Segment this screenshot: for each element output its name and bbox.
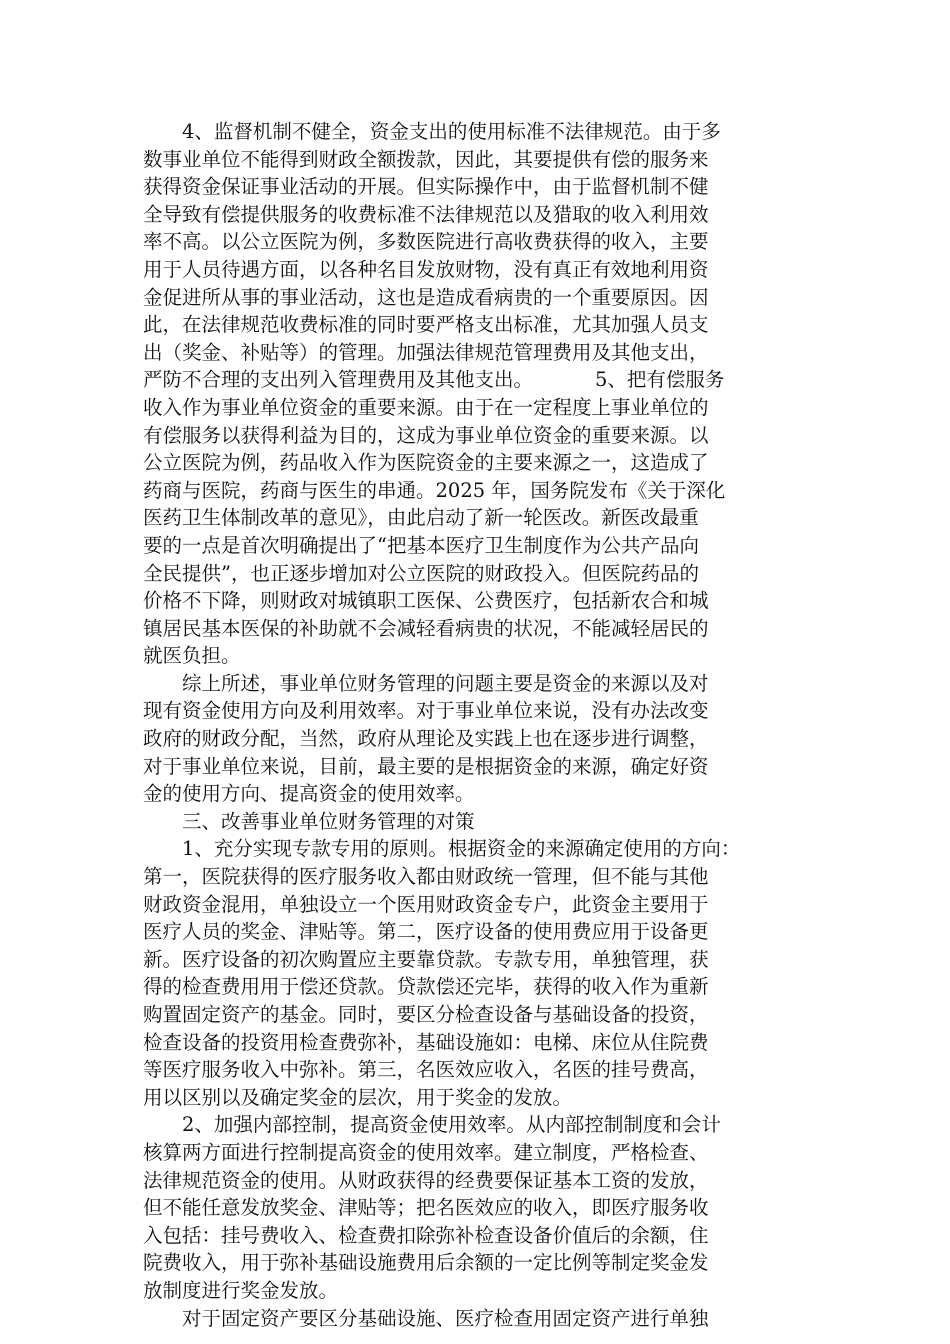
text-line: 药商与医院，药商与医生的串通。2025 年，国务院发布《关于深化	[143, 478, 726, 502]
text-line: 得的检查费用用于偿还贷款。贷款偿还完毕，获得的收入作为重新	[143, 975, 709, 999]
text-line: 严防不合理的支出列入管理费用及其他支出。 5、把有偿服务	[143, 368, 725, 392]
text-line: 等医疗服务收入中弥补。第三，名医效应收入，名医的挂号费高，	[143, 1058, 709, 1082]
text-line: 院费收入，用于弥补基础设施费用后余额的一定比例等制定奖金发	[143, 1251, 709, 1275]
text-line: 此，在法律规范收费标准的同时要严格支出标准，尤其加强人员支	[143, 313, 709, 337]
text-line: 价格不下降，则财政对城镇职工医保、公费医疗，包括新农合和城	[143, 589, 709, 613]
text-line: 现有资金使用方向及利用效率。对于事业单位来说，没有办法改变	[143, 699, 709, 723]
text-line: 法律规范资金的使用。从财政获得的经费要保证基本工资的发放，	[143, 1168, 709, 1192]
text-line: 综上所述，事业单位财务管理的问题主要是资金的来源以及对	[182, 671, 709, 695]
text-line: 对于固定资产要区分基础设施、医疗检查用固定资产进行单独	[182, 1306, 709, 1330]
text-line: 医疗人员的奖金、津贴等。第二，医疗设备的使用费应用于设备更	[143, 920, 709, 944]
text-line: 用于人员待遇方面，以各种名目发放财物，没有真正有效地利用资	[143, 257, 709, 281]
text-line: 要的一点是首次明确提出了“把基本医疗卫生制度作为公共产品向	[143, 533, 699, 557]
text-line: 4、监督机制不健全，资金支出的使用标准不法律规范。由于多	[182, 120, 721, 143]
text-line: 用以区别以及确定奖金的层次，用于奖金的发放。	[143, 1085, 573, 1109]
text-line: 镇居民基本医保的补助就不会减轻看病贵的状况，不能减轻居民的	[143, 616, 709, 640]
text-line: 金促进所从事的事业活动，这也是造成看病贵的一个重要原因。因	[143, 285, 709, 309]
text-line: 就医负担。	[143, 644, 241, 668]
text-line: 2、加强内部控制，提高资金使用效率。从内部控制制度和会计	[182, 1113, 721, 1137]
text-line: 第一，医院获得的医疗服务收入都由财政统一管理，但不能与其他	[143, 865, 709, 889]
text-line: 全民提供”，也正逐步增加对公立医院的财政投入。但医院药品的	[143, 561, 699, 585]
text-line: 购置固定资产的基金。同时，要区分检查设备与基础设备的投资，	[143, 1003, 709, 1026]
text-line: 收入作为事业单位资金的重要来源。由于在一定程度上事业单位的	[143, 395, 709, 419]
text-line: 出（奖金、补贴等）的管理。加强法律规范管理费用及其他支出，	[143, 340, 709, 364]
text-line: 率不高。以公立医院为例，多数医院进行高收费获得的收入，主要	[143, 230, 709, 254]
text-line: 1、充分实现专款专用的原则。根据资金的来源确定使用的方向：	[182, 837, 741, 861]
text-line: 但不能任意发放奖金、津贴等；把名医效应的收入，即医疗服务收	[143, 1196, 709, 1220]
text-line: 放制度进行奖金发放。	[143, 1278, 339, 1302]
text-line: 获得资金保证事业活动的开展。但实际操作中，由于监督机制不健	[143, 175, 709, 199]
text-line: 全导致有偿提供服务的收费标准不法律规范以及猎取的收入利用效	[143, 202, 709, 226]
text-line: 金的使用方向、提高资金的使用效率。	[143, 782, 475, 806]
text-line: 对于事业单位来说，目前，最主要的是根据资金的来源，确定好资	[143, 754, 709, 778]
body-text	[143, 118, 813, 1332]
text-line: 医药卫生体制改革的意见》，由此启动了新一轮医改。新医改最重	[143, 506, 699, 530]
text-line: 财政资金混用，单独设立一个医用财政资金专户，此资金主要用于	[143, 892, 709, 916]
text-line: 核算两方面进行控制提高资金的使用效率。建立制度，严格检查、	[143, 1140, 709, 1164]
text-line: 新。医疗设备的初次购置应主要靠贷款。专款专用，单独管理，获	[143, 947, 709, 971]
text-line: 入包括：挂号费收入、检查费扣除弥补检查设备价值后的余额，住	[143, 1223, 709, 1247]
text-line: 数事业单位不能得到财政全额拨款，因此，其要提供有偿的服务来	[143, 147, 709, 171]
section-heading: 三、改善事业单位财务管理的对策	[182, 809, 475, 833]
text-line: 有偿服务以获得利益为目的，这成为事业单位资金的重要来源。以	[143, 423, 709, 447]
text-line: 政府的财政分配，当然，政府从理论及实践上也在逐步进行调整，	[143, 727, 709, 751]
text-line: 检查设备的投资用检查费弥补，基础设施如：电梯、床位从住院费	[143, 1030, 709, 1054]
text-line: 公立医院为例，药品收入作为医院资金的主要来源之一，这造成了	[143, 451, 709, 475]
